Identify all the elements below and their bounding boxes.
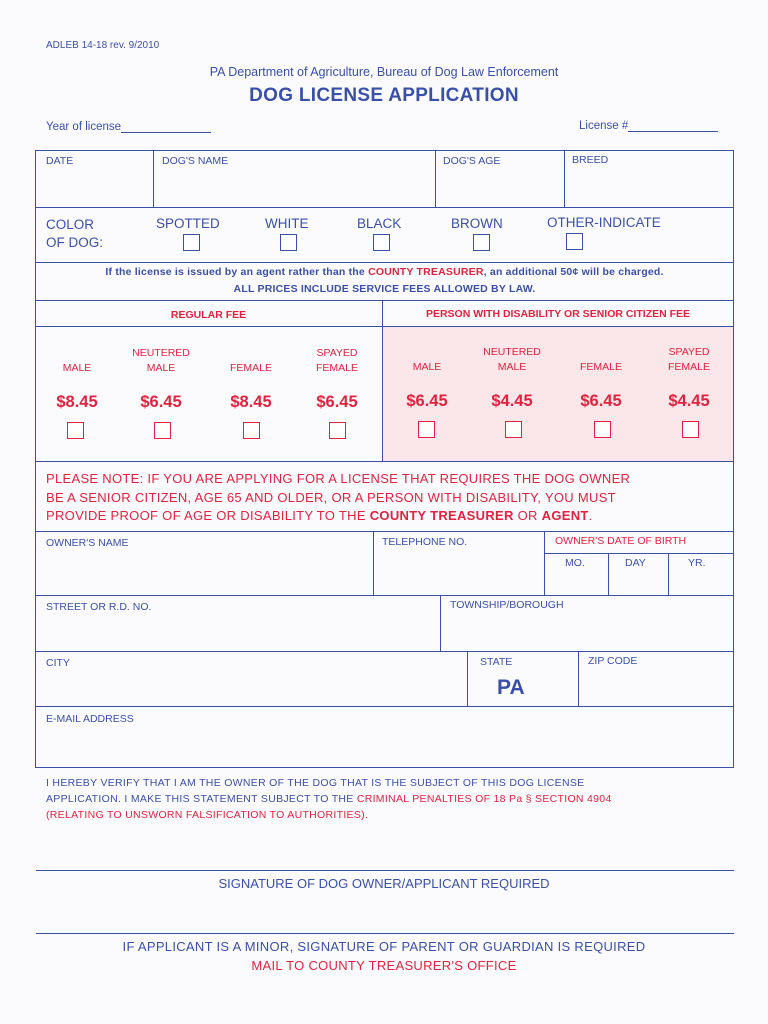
zip-code-field[interactable]: ZIP CODE <box>588 655 638 667</box>
regular-female-label: FEMALE <box>229 362 272 374</box>
license-number-field[interactable] <box>628 119 718 132</box>
color-other-label: OTHER-INDICATE <box>547 215 661 230</box>
senior-female-label: FEMALE <box>579 361 622 373</box>
color-label: COLOR <box>46 217 95 232</box>
service-fee-notice: ALL PRICES INCLUDE SERVICE FEES ALLOWED BY LAW. <box>233 283 536 295</box>
color-other-checkbox[interactable] <box>566 233 583 250</box>
regular-spayed-checkbox[interactable] <box>329 422 346 439</box>
color-black-label: BLACK <box>357 216 402 231</box>
year-of-license-field[interactable] <box>121 120 211 133</box>
dog-age-field[interactable]: DOG'S AGE <box>443 155 501 167</box>
mail-instruction: MAIL TO COUNTY TREASURER'S OFFICE <box>251 958 517 973</box>
owner-dob-label: OWNER'S DATE OF BIRTH <box>555 535 687 547</box>
license-number <box>579 119 718 132</box>
guardian-signature-label: IF APPLICANT IS A MINOR, SIGNATURE OF PARENT OR GUARDIAN IS REQUIRED <box>122 939 646 954</box>
color-brown-checkbox[interactable] <box>473 234 490 251</box>
regular-neutered-checkbox[interactable] <box>154 422 171 439</box>
regular-spayed-label: SPAYED FEMALE <box>315 347 358 374</box>
senior-spayed-checkbox[interactable] <box>682 421 699 438</box>
dob-day-field[interactable]: DAY <box>625 557 646 569</box>
township-field[interactable]: TOWNSHIP/BOROUGH <box>450 599 564 611</box>
regular-neutered-label: NEUTERED MALE <box>132 347 190 374</box>
street-field[interactable]: STREET OR R.D. NO. <box>46 601 152 613</box>
email-field[interactable]: E-MAIL ADDRESS <box>46 713 134 725</box>
telephone-field[interactable]: TELEPHONE NO. <box>382 536 468 548</box>
regular-male-checkbox[interactable] <box>67 422 84 439</box>
license-label: License # <box>579 120 629 132</box>
form-code: ADLEB 14-18 rev. 9/2010 <box>46 40 160 51</box>
page-title: DOG LICENSE APPLICATION <box>249 85 519 106</box>
regular-fee-title: REGULAR FEE <box>170 309 247 321</box>
owner-signature-line[interactable] <box>36 870 734 871</box>
year-label: Year of license <box>46 121 122 133</box>
owner-signature-label: SIGNATURE OF DOG OWNER/APPLICANT REQUIRED <box>218 876 550 891</box>
senior-spayed-price: $4.45 <box>668 392 710 410</box>
color-spotted-checkbox[interactable] <box>183 234 200 251</box>
verification-statement: I HEREBY VERIFY THAT I AM THE OWNER OF THE DOG THAT IS THE SUBJECT OF THIS DOG LICENSE APPLICATION. I MAKE THIS STATEMENT SUBJECT TO THE CRIMINAL PENALTIES OF 18 Pa § SECTION 4904 (RELATING TO UNSWORN FALSIFICATION TO AUTHORITIES). <box>46 777 612 821</box>
regular-male-price: $8.45 <box>56 393 98 411</box>
agent-fee-notice: If the license is issued by an agent rather than the COUNTY TREASURER, an additional 50¢ will be charged. <box>105 266 664 278</box>
state-value: PA <box>497 676 525 699</box>
state-label: STATE <box>480 656 513 668</box>
regular-female-price: $8.45 <box>230 393 272 411</box>
dog-name-field[interactable]: DOG'S NAME <box>162 155 229 167</box>
regular-spayed-price: $6.45 <box>316 393 358 411</box>
senior-female-price: $6.45 <box>580 392 622 410</box>
senior-spayed-label: SPAYED FEMALE <box>667 346 710 373</box>
senior-female-checkbox[interactable] <box>594 421 611 438</box>
regular-neutered-price: $6.45 <box>140 393 182 411</box>
regular-male-label: MALE <box>62 362 92 374</box>
city-field[interactable]: CITY <box>46 657 70 669</box>
date-field[interactable]: DATE <box>46 155 74 167</box>
year-of-license <box>46 120 211 133</box>
senior-male-label: MALE <box>412 361 442 373</box>
dob-month-field[interactable]: MO. <box>565 557 585 569</box>
color-label-2: OF DOG: <box>46 235 103 250</box>
senior-male-checkbox[interactable] <box>418 421 435 438</box>
dob-year-field[interactable]: YR. <box>688 557 706 569</box>
color-white-checkbox[interactable] <box>280 234 297 251</box>
senior-fee-title: PERSON WITH DISABILITY OR SENIOR CITIZEN FEE <box>425 308 691 320</box>
breed-field[interactable]: BREED <box>572 154 609 166</box>
color-white-label: WHITE <box>265 216 309 231</box>
regular-female-checkbox[interactable] <box>243 422 260 439</box>
color-black-checkbox[interactable] <box>373 234 390 251</box>
color-spotted-label: SPOTTED <box>156 216 220 231</box>
senior-neutered-label: NEUTERED MALE <box>483 346 541 373</box>
guardian-signature-line[interactable] <box>36 933 734 934</box>
senior-neutered-checkbox[interactable] <box>505 421 522 438</box>
please-note: PLEASE NOTE: IF YOU ARE APPLYING FOR A LICENSE THAT REQUIRES THE DOG OWNER BE A SENIOR CITIZEN, AGE 65 AND OLDER, OR A PERSON WITH DISABILITY, YOU MUST PROVIDE PROOF OF AGE OR DISABILITY TO THE COUNTY TREASURER OR AGENT. <box>46 471 631 523</box>
owner-name-field[interactable]: OWNER'S NAME <box>46 537 129 549</box>
senior-neutered-price: $4.45 <box>491 392 533 410</box>
department-name: PA Department of Agriculture, Bureau of Dog Law Enforcement <box>209 65 559 79</box>
color-brown-label: BROWN <box>451 216 503 231</box>
senior-male-price: $6.45 <box>406 392 448 410</box>
